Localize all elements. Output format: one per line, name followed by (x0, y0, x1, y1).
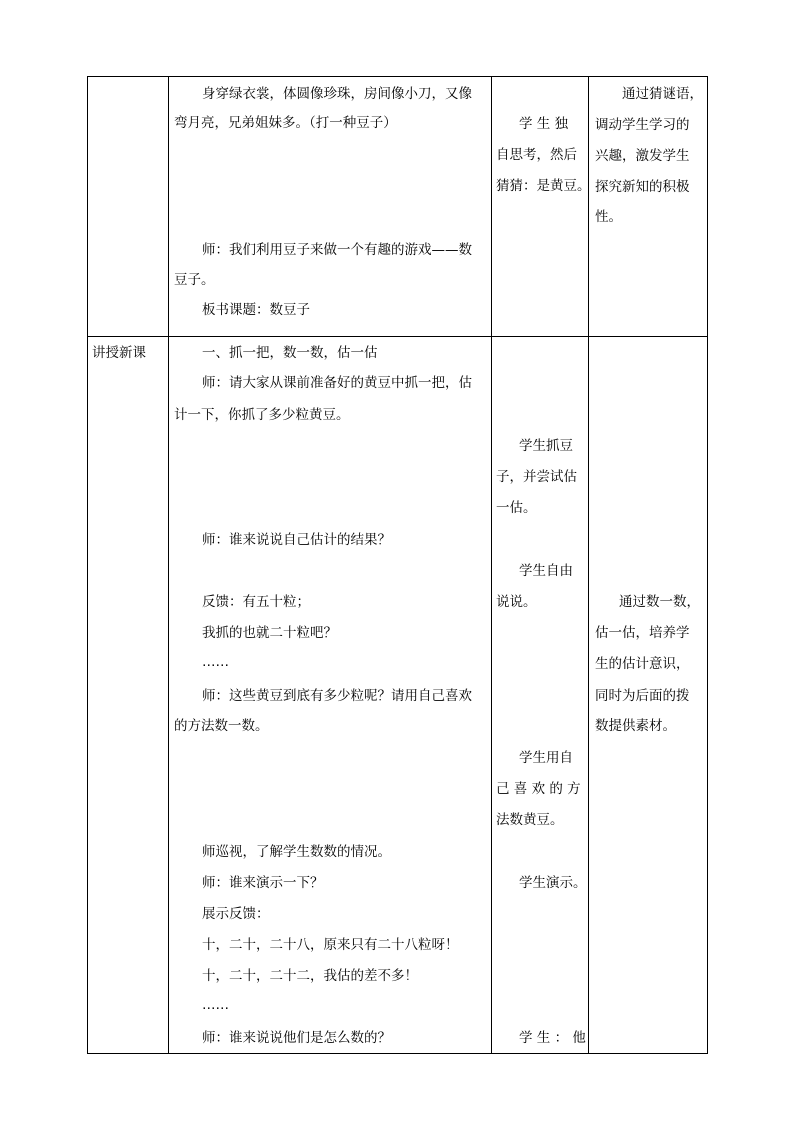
content-line: 师：谁来演示一下？ (202, 875, 324, 891)
table-bottom-border (87, 1053, 708, 1054)
student-activity-1-line-1: 学 生 独 (519, 116, 569, 132)
intent-1-line-4: 探究新知的积极 (595, 179, 690, 195)
intent-1-line-5: 性。 (595, 209, 622, 225)
content-line: 师：请大家从课前准备好的黄豆中抓一把，估 (202, 375, 472, 391)
column-divider-2 (491, 76, 492, 1054)
teacher-line-1: 师：我们利用豆子来做一个有趣的游戏——数 (202, 242, 472, 258)
content-line: 十，二十，二十二，我估的差不多！ (202, 968, 418, 984)
intent-1-line-3: 兴趣，激发学生 (595, 148, 690, 164)
riddle-line-2: 弯月亮，兄弟姐妹多。（打一种豆子） (174, 115, 397, 131)
intent-2-line: 估一估，培养学 (595, 625, 690, 641)
content-line: …… (202, 997, 229, 1013)
intent-2-line: 数提供素材。 (595, 718, 676, 734)
content-line: 十，二十，二十八，原来只有二十八粒呀！ (202, 937, 459, 953)
content-line: 计一下，你抓了多少粒黄豆。 (174, 407, 350, 423)
intent-1-line-1: 通过猜谜语， (622, 86, 703, 102)
student-activity-line: 学生用自 (519, 750, 573, 766)
content-line: 一、抓一把，数一数，估一估 (202, 345, 378, 361)
intent-2-line: 通过数一数， (619, 594, 700, 610)
table-right-border (707, 76, 708, 1054)
content-line: 师：这些黄豆到底有多少粒呢？请用自己喜欢 (202, 688, 472, 704)
student-activity-line: 说说。 (496, 594, 537, 610)
row-divider (87, 336, 708, 337)
student-activity-1-line-3: 猜猜：是黄豆。 (496, 178, 591, 194)
board-title: 板书课题：数豆子 (202, 302, 310, 318)
student-activity-1-line-2: 自思考，然后 (496, 147, 577, 163)
student-activity-line: 学 生 ： 他 (519, 1030, 586, 1046)
content-line: 师巡视，了解学生数数的情况。 (202, 844, 391, 860)
content-line: 师：谁来说说他们是怎么数的？ (202, 1030, 391, 1046)
column-divider-3 (588, 76, 589, 1054)
student-activity-line: 法数黄豆。 (496, 812, 564, 828)
column-divider-1 (168, 76, 169, 1054)
intent-2-line: 生的估计意识， (595, 656, 690, 672)
content-line: 的方法数一数。 (174, 718, 269, 734)
teacher-line-2: 豆子。 (174, 272, 215, 288)
content-line: 展示反馈： (202, 906, 270, 922)
student-activity-line: 一估。 (496, 500, 537, 516)
student-activity-line: 子，并尝试估 (496, 469, 577, 485)
student-activity-line: 己 喜 欢 的 方 (496, 781, 581, 797)
intent-1-line-2: 调动学生学习的 (595, 117, 690, 133)
stage-label: 讲授新课 (92, 345, 146, 361)
student-activity-line: 学生自由 (519, 563, 573, 579)
student-activity-line: 学生抓豆 (519, 438, 573, 454)
table-top-border (87, 76, 708, 77)
content-line: …… (202, 654, 229, 670)
content-line: 师：谁来说说自己估计的结果？ (202, 532, 391, 548)
table-left-border (87, 76, 88, 1054)
riddle-line-1: 身穿绿衣裳，体圆像珍珠，房间像小刀，又像 (202, 86, 472, 102)
content-line: 反馈：有五十粒； (202, 594, 310, 610)
intent-2-line: 同时为后面的拨 (595, 688, 690, 704)
student-activity-line: 学生演示。 (519, 875, 587, 891)
content-line: 我抓的也就二十粒吧？ (202, 625, 337, 641)
